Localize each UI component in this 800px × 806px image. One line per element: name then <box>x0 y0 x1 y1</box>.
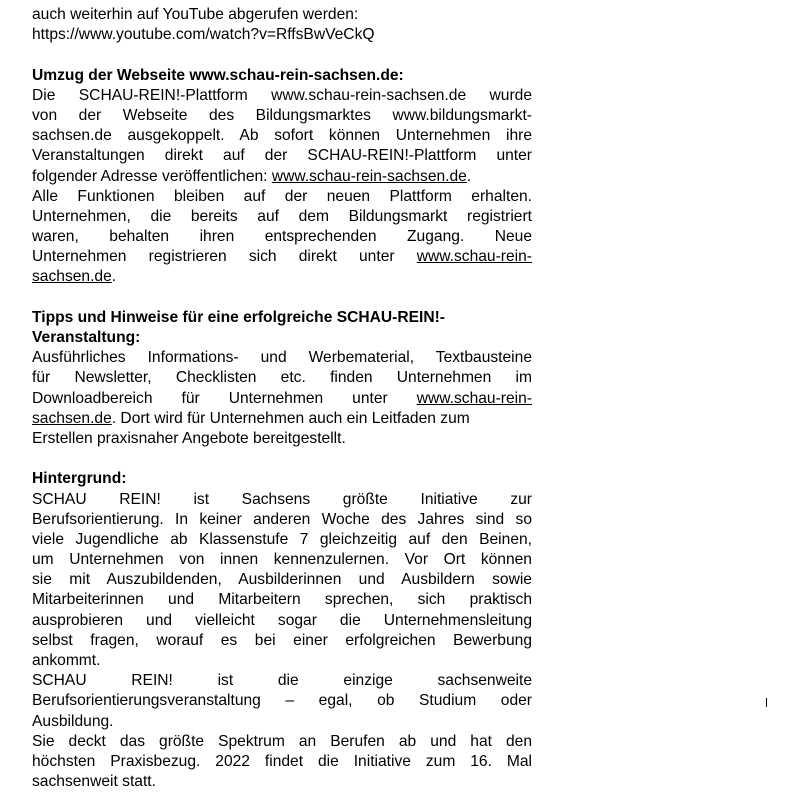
umzug-text: . <box>111 268 117 286</box>
hintergrund-heading: Hintergrund: <box>32 470 127 488</box>
umzug-line: sachsen.de ausgekoppelt. Ab sofort können Unternehmen ihre <box>32 127 532 145</box>
tipps-text: Downloadbereich für Unternehmen unter <box>32 389 417 407</box>
umzug-line: von der Webseite des Bildungsmarktes www.bildungsmarkt- <box>32 106 532 124</box>
document-page <box>32 5 532 792</box>
hintergrund-line: höchsten Praxisbezug. 2022 findet die Initiative zum 16. Mal <box>32 752 532 770</box>
umzug-text: folgender Adresse veröffentlichen: <box>32 167 272 185</box>
youtube-url: https://www.youtube.com/watch?v=RffsBwVeCkQ <box>32 26 375 44</box>
hintergrund-line: Mitarbeiterinnen und Mitarbeitern sprechen, sich praktisch <box>32 591 532 609</box>
schau-rein-link[interactable]: sachsen.de <box>32 409 112 427</box>
umzug-line: Alle Funktionen bleiben auf der neuen Plattform erhalten. <box>32 187 532 205</box>
hintergrund-line: SCHAU REIN! ist die einzige sachsenweite <box>32 672 532 690</box>
umzug-line <box>32 267 532 287</box>
schau-rein-link[interactable]: www.schau-rein-sachsen.de <box>271 167 467 185</box>
hintergrund-line: Berufsorientierung. In keiner anderen Woche des Jahres sind so <box>32 510 532 528</box>
umzug-heading: Umzug der Webseite www.schau-rein-sachsen.de: <box>32 66 404 84</box>
umzug-line: Die SCHAU-REIN!-Plattform www.schau-rein-sachsen.de wurde <box>32 86 532 104</box>
tipps-line: Erstellen praxisnaher Angebote bereitgestellt. <box>32 429 346 447</box>
tipps-line: Ausführliches Informations- und Werbematerial, Textbausteine <box>32 349 532 367</box>
tipps-line: für Newsletter, Checklisten etc. finden Unternehmen im <box>32 369 532 387</box>
hintergrund-line: sachsenweit statt. <box>32 773 156 791</box>
scan-mark <box>766 698 767 707</box>
umzug-text: Unternehmen registrieren sich direkt unter <box>32 248 417 266</box>
schau-rein-link[interactable]: www.schau-rein- <box>416 389 532 407</box>
hintergrund-line: SCHAU REIN! ist Sachsens größte Initiative zur <box>32 490 532 508</box>
hintergrund-line: sie mit Auszubildenden, Ausbilderinnen und Ausbildern sowie <box>32 571 532 589</box>
tipps-line <box>32 409 532 429</box>
umzug-line <box>32 167 532 187</box>
spacer <box>32 45 532 65</box>
umzug-line <box>32 247 532 267</box>
spacer <box>32 449 532 469</box>
umzug-line: Unternehmen, die bereits auf dem Bildungsmarkt registriert <box>32 207 532 225</box>
umzug-line: waren, behalten ihren entsprechenden Zugang. Neue <box>32 228 532 246</box>
intro-line: auch weiterhin auf YouTube abgerufen werden: <box>32 6 359 23</box>
umzug-text: . <box>466 167 472 185</box>
tipps-line <box>32 389 532 409</box>
tipps-heading: Tipps und Hinweise für eine erfolgreiche SCHAU-REIN!- <box>32 308 445 326</box>
umzug-line: Veranstaltungen direkt auf der SCHAU-REIN!-Plattform unter <box>32 147 532 165</box>
hintergrund-line: Sie deckt das größte Spektrum an Berufen ab und hat den <box>32 732 532 750</box>
hintergrund-line: viele Jugendliche ab Klassenstufe 7 gleichzeitig auf den Beinen, <box>32 530 532 548</box>
schau-rein-link[interactable]: www.schau-rein- <box>416 248 532 266</box>
hintergrund-line: selbst fragen, worauf es bei einer erfolgreichen Bewerbung <box>32 631 532 649</box>
hintergrund-line: um Unternehmen von innen kennenzulernen. Vor Ort können <box>32 551 532 569</box>
tipps-heading: Veranstaltung: <box>32 329 141 346</box>
spacer <box>32 288 532 308</box>
hintergrund-line: Ausbildung. <box>32 712 114 730</box>
hintergrund-line: Berufsorientierungsveranstaltung – egal, ob Studium oder <box>32 692 532 710</box>
schau-rein-link[interactable]: sachsen.de <box>32 268 112 286</box>
hintergrund-line: ankommt. <box>32 652 101 669</box>
hintergrund-line: ausprobieren und vielleicht sogar die Unternehmensleitung <box>32 611 532 629</box>
tipps-text: . Dort wird für Unternehmen auch ein Leitfaden zum <box>111 409 470 427</box>
